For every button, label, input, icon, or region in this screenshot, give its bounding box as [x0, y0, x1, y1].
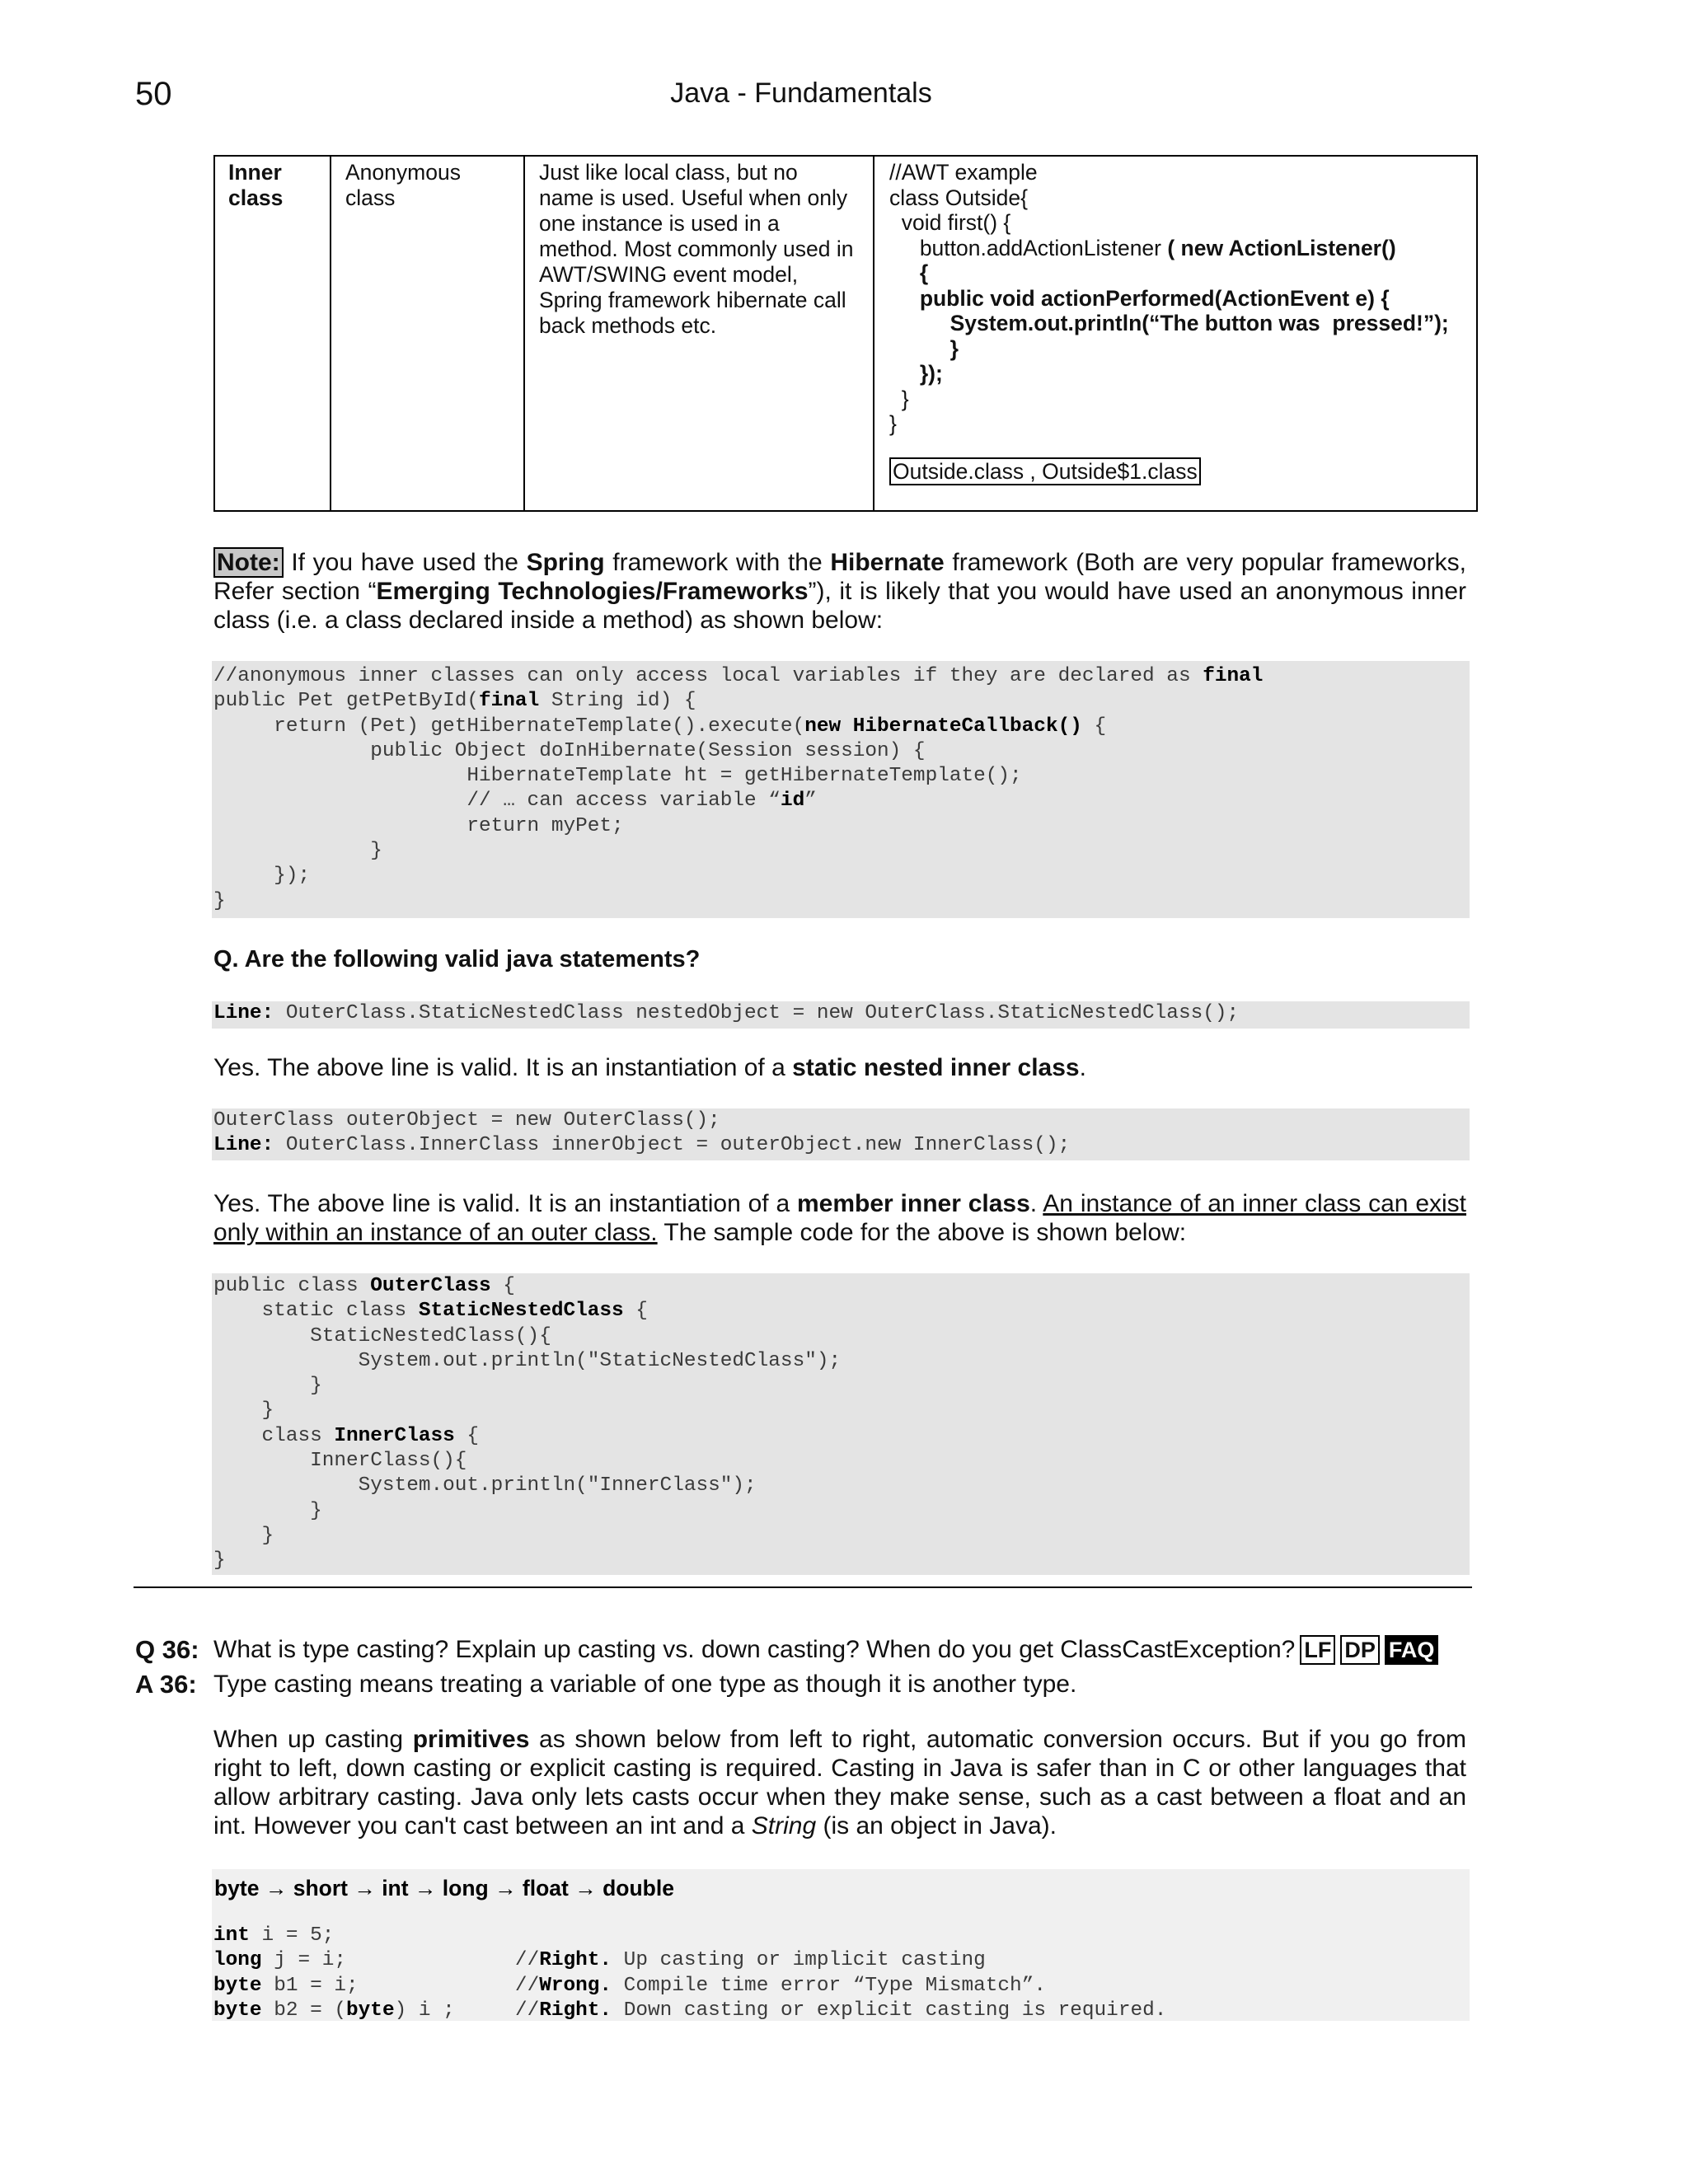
- inner-class-table: [213, 155, 1478, 512]
- section-divider: [134, 1586, 1472, 1588]
- casting-code-block: byte → short → int → long → float → double int i = 5; long j = i; //Right. Up casting or implicit casting byte b1 = i; //Wrong. Compile time error “Type Mismatch”. byte b2 = (byte) i ; //Right. Down casting or explicit casting is required.: [212, 1869, 1470, 2021]
- hibernate-code-block: //anonymous inner classes can only access local variables if they are declared as final public Pet getPetById(final String id) { return (Pet) getHibernateTemplate().execute(new HibernateCallback() { public Object doInHibernate(Session session) { HibernateTemplate ht = getHibernateTemplate(); // … can access variable “id” return myPet; } }); }: [212, 661, 1470, 918]
- answer-member-inner: Yes. The above line is valid. It is an instantiation of a member inner class. An instance of an inner class can exist only within an instance of an outer class. The sample code for the above is shown below:: [213, 1190, 1467, 1246]
- a36-text: Type casting means treating a variable of one type as though it is another type.: [213, 1671, 1077, 1698]
- question-valid-statements: Q. Are the following valid java statements?: [213, 946, 701, 972]
- note-tag: Note:: [213, 547, 284, 578]
- badge-dp: DP: [1340, 1635, 1380, 1665]
- badge-faq: FAQ: [1385, 1635, 1439, 1665]
- class-files-box: Outside.class , Outside$1.class: [889, 457, 1201, 485]
- a36-label: A 36:: [135, 1670, 197, 1699]
- line2-code-block: OuterClass outerObject = new OuterClass(); Line: OuterClass.InnerClass innerObject = outerObject.new InnerClass();: [212, 1108, 1470, 1160]
- q36-label: Q 36:: [135, 1635, 199, 1664]
- casting-paragraph: When up casting primitives as shown below from left to right, automatic conversion occurs. But if you go from right to left, down casting or explicit casting is required. Casting in Java is safer than in C or other languages that allow arbitrary casting. Java only lets casts occur when they make sense, such as a cast between a float and an int. However you can't cast between an int and a String (is an object in Java).: [213, 1726, 1466, 1840]
- type-chain: byte → short → int → long → float → double: [214, 1876, 674, 1900]
- cell-awt-example: //AWT example class Outside{ void first() { button.addActionListener ( new ActionListener() { public void actionPerformed(ActionEvent e) { System.out.println(“The button was pressed!”); } }); } } Outside.class , Outside$1.class: [889, 160, 1449, 484]
- cell-anonymous-class: Anonymous class: [345, 160, 461, 210]
- badge-lf: LF: [1300, 1635, 1335, 1665]
- cell-inner-class: Inner class: [228, 160, 284, 210]
- line1-code-block: Line: OuterClass.StaticNestedClass nestedObject = new OuterClass.StaticNestedClass();: [212, 1001, 1470, 1029]
- q36-text: What is type casting? Explain up casting vs. down casting? When do you get ClassCastException? LF DP FAQ: [213, 1635, 1438, 1665]
- outerclass-code-block: public class OuterClass { static class StaticNestedClass { StaticNestedClass(){ System.out.println("StaticNestedClass"); } } class InnerClass { InnerClass(){ System.out.println("InnerClass"); } } }: [212, 1273, 1470, 1575]
- page-header: Java - Fundamentals: [670, 77, 932, 109]
- cell-description: Just like local class, but no name is used. Useful when only one instance is used in a method. Most commonly used in AWT/SWING event model, Spring framework hibernate call back methods etc.: [539, 160, 854, 338]
- answer-static-nested: Yes. The above line is valid. It is an instantiation of a static nested inner class.: [213, 1054, 1086, 1081]
- page-number: 50: [135, 76, 172, 112]
- note-paragraph: Note: If you have used the Spring framework with the Hibernate framework (Both are very popular frameworks, Refer section “Emerging Technologies/Frameworks”), it is likely that you would have used an anonymous inner class (i.e. a class declared inside a method) as shown below:: [213, 549, 1467, 634]
